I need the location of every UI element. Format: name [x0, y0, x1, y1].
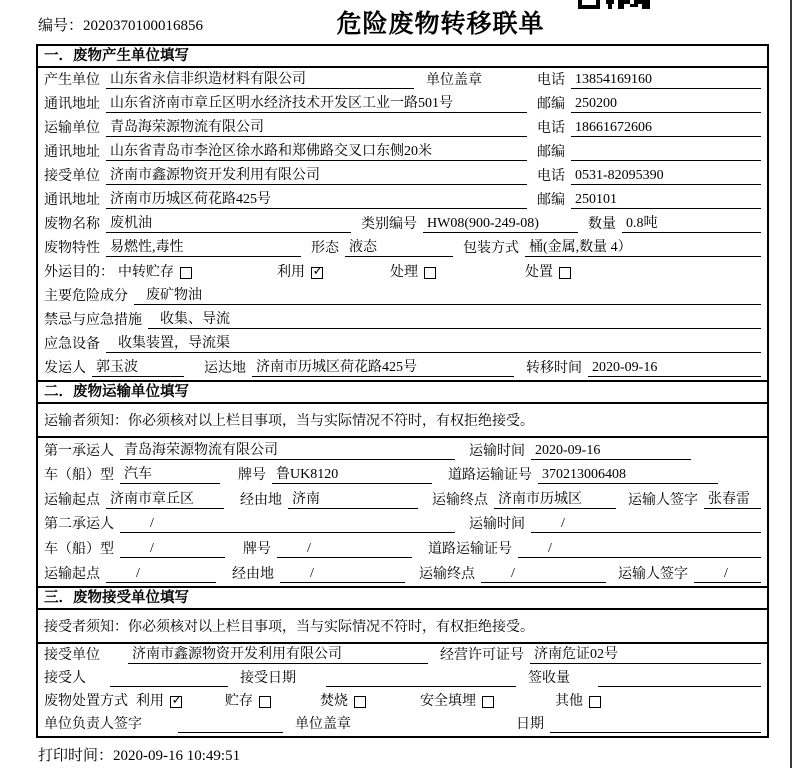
print-time-value: 2020-09-16 10:49:51 [113, 748, 241, 764]
quantity-label: 数量 [588, 217, 616, 232]
option-label: 其他 [555, 693, 583, 709]
print-time-label: 打印时间： [38, 748, 114, 764]
purpose-option [277, 264, 323, 281]
address-label: 通讯地址 [44, 97, 100, 112]
qr-code-fragment-icon [578, 0, 652, 9]
carrier1-row [38, 438, 767, 463]
address-label: 通讯地址 [44, 193, 100, 208]
accept-date-label: 接受日期 [240, 670, 296, 686]
origin-label: 运输起点 [44, 566, 100, 582]
road-license2-value: / [518, 540, 761, 558]
route2-row [38, 561, 767, 586]
consignor-label: 发运人 [44, 361, 86, 376]
disposal-option [225, 693, 271, 710]
checkbox-mark: ✓ [171, 691, 183, 707]
option-label: 利用 [136, 693, 164, 709]
zip-label: 邮编 [537, 97, 565, 112]
date-label: 日期 [516, 716, 544, 732]
taboo-row [38, 308, 767, 332]
form-value: 液态 [345, 239, 453, 257]
disposal-option [555, 693, 601, 710]
vehicle1-row [38, 463, 767, 488]
carrier-sign-label: 运输人签字 [618, 566, 688, 582]
quantity-value: 0.8吨 [622, 215, 761, 233]
packing-label: 包装方式 [463, 241, 519, 256]
via1-value: 济南 [288, 491, 418, 509]
receiver-label: 接受单位 [44, 169, 100, 184]
carrier2-label: 第二承运人 [44, 517, 114, 533]
transfer-time-value: 2020-09-16 [588, 359, 761, 377]
checkbox-mark: ✓ [312, 263, 324, 278]
route1-row [38, 487, 767, 512]
via2-value: / [280, 565, 405, 583]
plate2-value: / [277, 540, 412, 558]
purpose-option [390, 264, 436, 281]
transport-time-label: 运输时间 [469, 517, 525, 533]
waste-name-value: 废机油 [106, 215, 351, 233]
disposal-option [420, 693, 494, 710]
hazard-row [38, 284, 767, 308]
page-title: 危险废物转移联单 [336, 10, 545, 38]
vehicle-type-label: 车（船）型 [44, 541, 114, 557]
accept-date-value [326, 669, 516, 687]
transporter-label: 运输单位 [44, 121, 100, 136]
phone-label: 电话 [537, 73, 565, 88]
packing-value: 桶(金属,数量 4） [525, 239, 761, 257]
transporter-zip-value [571, 143, 761, 161]
dispatch-row [38, 356, 767, 380]
checkbox-utilize [311, 263, 324, 279]
page-edge-line [790, 0, 792, 768]
option-label: 处置 [525, 265, 553, 280]
road-license-label: 道路运输证号 [428, 541, 512, 557]
unit-seal-label: 单位盖章 [426, 73, 482, 88]
receiver-address-value: 济南市历城区荷花路425号 [106, 191, 527, 209]
waste-name-label: 废物名称 [44, 217, 100, 232]
carrier-sign-label: 运输人签字 [628, 492, 698, 508]
producer-label: 产生单位 [44, 73, 100, 88]
transport-time1-value: 2020-09-16 [531, 442, 691, 460]
producer-address-value: 山东省济南市章丘区明水经济技术开发区工业一路501号 [106, 95, 527, 113]
checkbox-other [589, 696, 601, 708]
accept-unit-value: 济南市鑫源物资开发利用有限公司 [128, 646, 428, 664]
operating-license-label: 经营许可证号 [440, 647, 524, 663]
responsible-sign-row [38, 713, 767, 736]
vehicle2-row [38, 536, 767, 561]
transport-time-label: 运输时间 [469, 443, 525, 459]
producer-zip-value: 250200 [571, 95, 761, 113]
address-label: 通讯地址 [44, 145, 100, 160]
carrier-sign2-value: / [694, 565, 761, 583]
hazard-value: 废矿物油 [134, 287, 761, 305]
receiver-notice: 接受者须知：你必须核对以上栏目事项，当与实际情况不符时，有权拒绝接受。 [38, 610, 767, 644]
carrier2-row [38, 512, 767, 537]
purpose-option [118, 264, 192, 281]
vehicle-type2-value: / [120, 540, 225, 558]
terminus2-value: / [481, 565, 606, 583]
road-license1-value: 370213006408 [538, 466, 718, 484]
section-transporter [38, 380, 767, 586]
transporter-address-value: 山东省青岛市李沧区徐水路和郑佛路交叉口东侧20米 [106, 143, 527, 161]
receiver-zip-value: 250101 [571, 191, 761, 209]
unit-seal-label: 单位盖章 [295, 716, 351, 732]
option-label: 中转贮存 [118, 265, 174, 280]
purpose-row [38, 260, 767, 284]
transporter-row [38, 116, 767, 140]
producer-row [38, 68, 767, 92]
vehicle-type1-value: 汽车 [120, 466, 220, 484]
form-label: 形态 [311, 241, 339, 256]
taboo-label: 禁忌与应急措施 [44, 313, 142, 328]
receiver-row [38, 164, 767, 188]
disposal-option [320, 693, 366, 710]
transporter-notice: 运输者须知：你必须核对以上栏目事项，当与实际情况不符时，有权拒绝接受。 [38, 404, 767, 438]
option-label: 焚烧 [320, 693, 348, 709]
plate-label: 牌号 [238, 468, 266, 484]
equipment-row [38, 332, 767, 356]
option-label: 贮存 [225, 693, 253, 709]
acceptor-label: 接受人 [44, 670, 86, 686]
section2-title: 二．废物运输单位填写 [38, 382, 767, 404]
via-label: 经由地 [232, 566, 274, 582]
receiver-address-row [38, 188, 767, 212]
terminus-label: 运输终点 [432, 492, 488, 508]
purpose-label: 外运目的： [44, 265, 114, 280]
character-label: 废物特性 [44, 241, 100, 256]
section-producer [38, 46, 767, 380]
acceptor-value [110, 669, 228, 687]
received-qty-value [598, 669, 761, 687]
transport-time2-value: / [531, 515, 761, 533]
producer-value: 山东省永信非织造材料有限公司 [106, 71, 414, 89]
destination-label: 运达地 [204, 361, 246, 376]
section-receiver [38, 586, 767, 736]
consignor-value: 郭玉波 [92, 359, 184, 377]
equipment-label: 应急设备 [44, 337, 100, 352]
date-value [550, 715, 761, 733]
checkbox-incinerate [354, 696, 366, 708]
waste-character-row [38, 236, 767, 260]
option-label: 处理 [390, 265, 418, 280]
origin2-value: / [106, 565, 216, 583]
checkbox-dispose [559, 267, 571, 279]
category-value: HW08(900-249-08) [423, 215, 578, 233]
checkbox-transfer-storage [180, 267, 192, 279]
section3-title: 三．废物接受单位填写 [38, 588, 767, 610]
zip-label: 邮编 [537, 145, 565, 160]
origin-label: 运输起点 [44, 492, 100, 508]
producer-phone-value: 13854169160 [571, 71, 761, 89]
plate-label: 牌号 [243, 541, 271, 557]
carrier1-value: 青岛海荣源物流有限公司 [120, 442, 455, 460]
terminus-label: 运输终点 [419, 566, 475, 582]
via-label: 经由地 [240, 492, 282, 508]
carrier-sign1-value: 张春雷 [704, 491, 761, 509]
character-value: 易燃性,毒性 [106, 239, 301, 257]
origin1-value: 济南市章丘区 [106, 491, 224, 509]
zip-label: 邮编 [537, 193, 565, 208]
phone-label: 电话 [537, 121, 565, 136]
section1-title: 一．废物产生单位填写 [38, 46, 767, 68]
operating-license-value: 济南危证02号 [530, 646, 761, 664]
plate1-value: 鲁UK8120 [272, 466, 432, 484]
responsible-sign-value [178, 715, 283, 733]
option-label: 安全填埋 [420, 693, 476, 709]
received-qty-label: 签收量 [528, 670, 570, 686]
checkbox-utilize [170, 691, 183, 708]
taboo-value: 收集、导流 [148, 311, 761, 329]
road-license-label: 道路运输证号 [448, 468, 532, 484]
acceptor-row [38, 667, 767, 690]
carrier2-value: / [120, 515, 455, 533]
serial-label: 编号： [38, 18, 84, 34]
vehicle-type-label: 车（船）型 [44, 468, 114, 484]
transfer-time-label: 转移时间 [526, 361, 582, 376]
accept-unit-row [38, 644, 767, 667]
category-label: 类别编号 [361, 217, 417, 232]
phone-label: 电话 [537, 169, 565, 184]
disposal-row [38, 690, 767, 713]
producer-address-row [38, 92, 767, 116]
transporter-phone-value: 18661672606 [571, 119, 761, 137]
waste-name-row [38, 212, 767, 236]
manifest-form [36, 44, 769, 738]
disposal-option [136, 693, 182, 710]
checkbox-storage [259, 696, 271, 708]
accept-unit-label: 接受单位 [44, 647, 100, 663]
responsible-sign-label: 单位负责人签字 [44, 716, 142, 732]
destination-value: 济南市历城区荷花路425号 [252, 359, 514, 377]
receiver-phone-value: 0531-82095390 [571, 167, 761, 185]
carrier1-label: 第一承运人 [44, 443, 114, 459]
checkbox-landfill [482, 696, 494, 708]
checkbox-treat [424, 267, 436, 279]
print-time [38, 744, 240, 765]
disposal-label: 废物处置方式 [44, 693, 128, 709]
option-label: 利用 [277, 265, 305, 280]
transporter-value: 青岛海荣源物流有限公司 [106, 119, 527, 137]
transporter-address-row [38, 140, 767, 164]
equipment-value: 收集装置，导流渠 [106, 335, 761, 353]
hazard-label: 主要危险成分 [44, 289, 128, 304]
serial-value: 2020370100016856 [83, 18, 204, 34]
receiver-value: 济南市鑫源物资开发利用有限公司 [106, 167, 527, 185]
purpose-option [525, 264, 571, 281]
terminus1-value: 济南市历城区 [494, 491, 616, 509]
